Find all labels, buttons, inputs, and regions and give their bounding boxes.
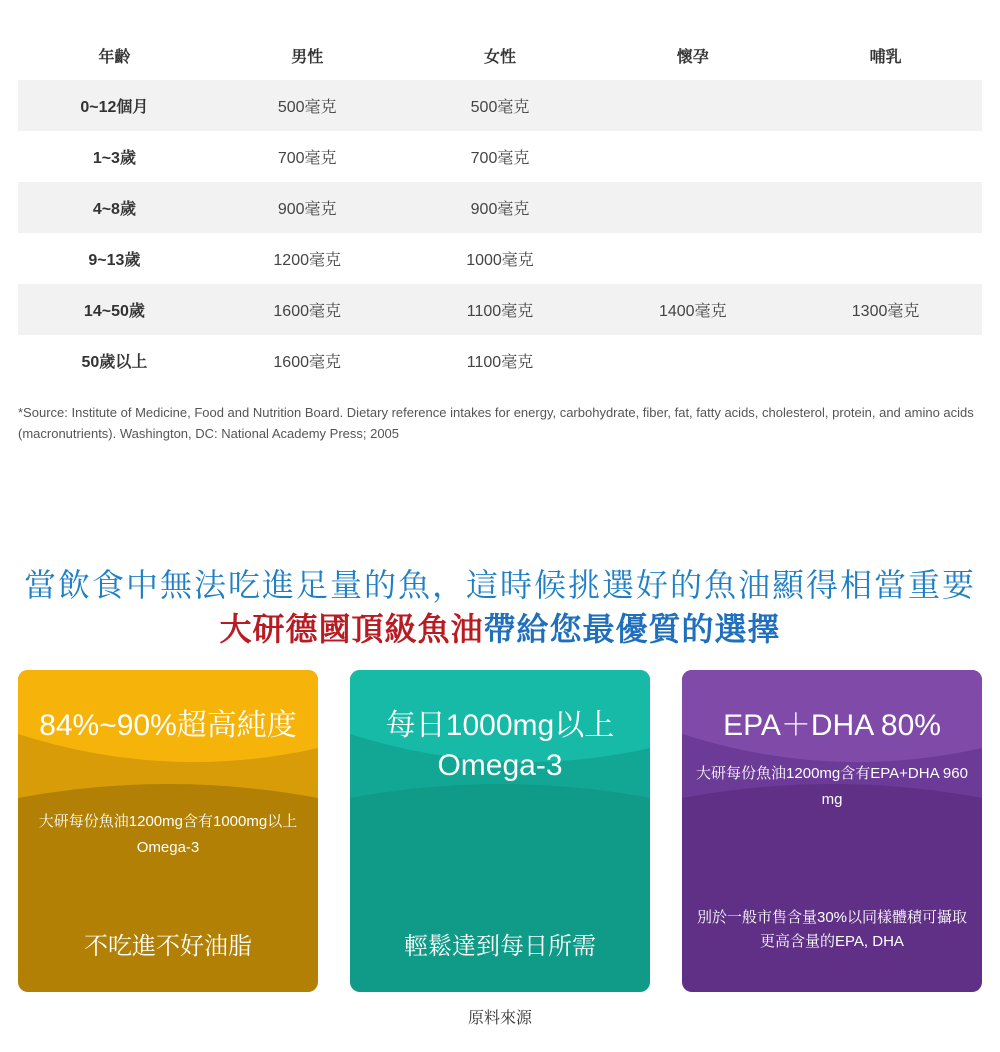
header-age: 年齡 [98, 48, 131, 66]
cell-age: 9~13歲 [88, 252, 141, 269]
table-row [18, 182, 982, 233]
cell-pregnant [596, 80, 789, 131]
cell-lactating [789, 80, 982, 131]
card-title: EPA＋DHA 80% [723, 709, 941, 742]
cell-female: 1000毫克 [466, 252, 534, 269]
table-row [18, 335, 982, 386]
table-row [18, 80, 982, 131]
feature-card-purity [18, 670, 318, 992]
cell-lactating [789, 182, 982, 233]
feature-card-epa-dha [682, 670, 982, 992]
cell-pregnant [596, 335, 789, 386]
cell-lactating [789, 335, 982, 386]
header-female: 女性 [483, 48, 516, 66]
feature-card-omega3 [350, 670, 650, 992]
cell-male: 1600毫克 [273, 303, 341, 320]
cell-pregnant: 1400毫克 [658, 303, 727, 320]
cell-female: 900毫克 [470, 201, 530, 218]
header-pregnant: 懷孕 [676, 48, 709, 66]
cell-male: 1600毫克 [273, 354, 341, 371]
headline-brand: 大研德國頂級魚油 [219, 611, 484, 647]
headline-line-1: 當飲食中無法吃進足量的魚，這時候挑選好的魚油顯得相當重要 [23, 567, 976, 603]
cell-age: 14~50歲 [83, 303, 145, 320]
cell-female: 1100毫克 [466, 354, 534, 371]
cell-male: 900毫克 [277, 201, 337, 218]
table-header-row [18, 30, 982, 80]
headline-line-2 [0, 604, 1000, 650]
table-row [18, 131, 982, 182]
cell-age: 4~8歲 [92, 201, 136, 218]
card-title: 每日1000mg以上Omega-3 [385, 709, 615, 782]
cell-age: 50歲以上 [81, 354, 148, 371]
card-footer: 別於一般市售含量30%以同樣體積可攝取更高含量的EPA, DHA [696, 909, 968, 950]
cell-age: 1~3歲 [92, 150, 136, 167]
cell-female: 700毫克 [470, 150, 530, 167]
card-description: 大研每份魚油1200mg含有EPA+DHA 960 mg [696, 765, 968, 808]
cell-age: 0~12個月 [80, 99, 149, 116]
cell-lactating: 1300毫克 [851, 303, 920, 320]
cell-lactating [789, 233, 982, 284]
table-row [18, 233, 982, 284]
raw-material-source-link[interactable]: 原料來源 [467, 1010, 532, 1027]
card-description: 大研每份魚油1200mg含有1000mg以上Omega-3 [38, 813, 298, 856]
cell-pregnant [596, 182, 789, 233]
cell-pregnant [596, 233, 789, 284]
cell-male: 500毫克 [277, 99, 337, 116]
card-title: 84%~90%超高純度 [39, 709, 297, 742]
cell-lactating [789, 131, 982, 182]
cell-male: 1200毫克 [273, 252, 341, 269]
cell-female: 1100毫克 [466, 303, 534, 320]
headline-tagline: 帶給您最優質的選擇 [483, 611, 781, 647]
card-footer: 輕鬆達到每日所需 [404, 933, 596, 960]
table-row [18, 284, 982, 335]
cell-male: 700毫克 [277, 150, 337, 167]
header-lactating: 哺乳 [869, 48, 902, 66]
cell-female: 500毫克 [470, 99, 530, 116]
cell-pregnant [596, 131, 789, 182]
source-note: *Source: Institute of Medicine, Food and Nutrition Board. Dietary reference intakes for energy, carbohydrate, fiber, fat, fatty acids, cholesterol, protein, and amino acids (macronutrients). Washington, DC: National Academy Press; 2005 [18, 405, 974, 441]
card-footer: 不吃進不好油脂 [84, 933, 252, 960]
header-male: 男性 [291, 48, 324, 66]
calcium-intake-table [18, 30, 982, 386]
